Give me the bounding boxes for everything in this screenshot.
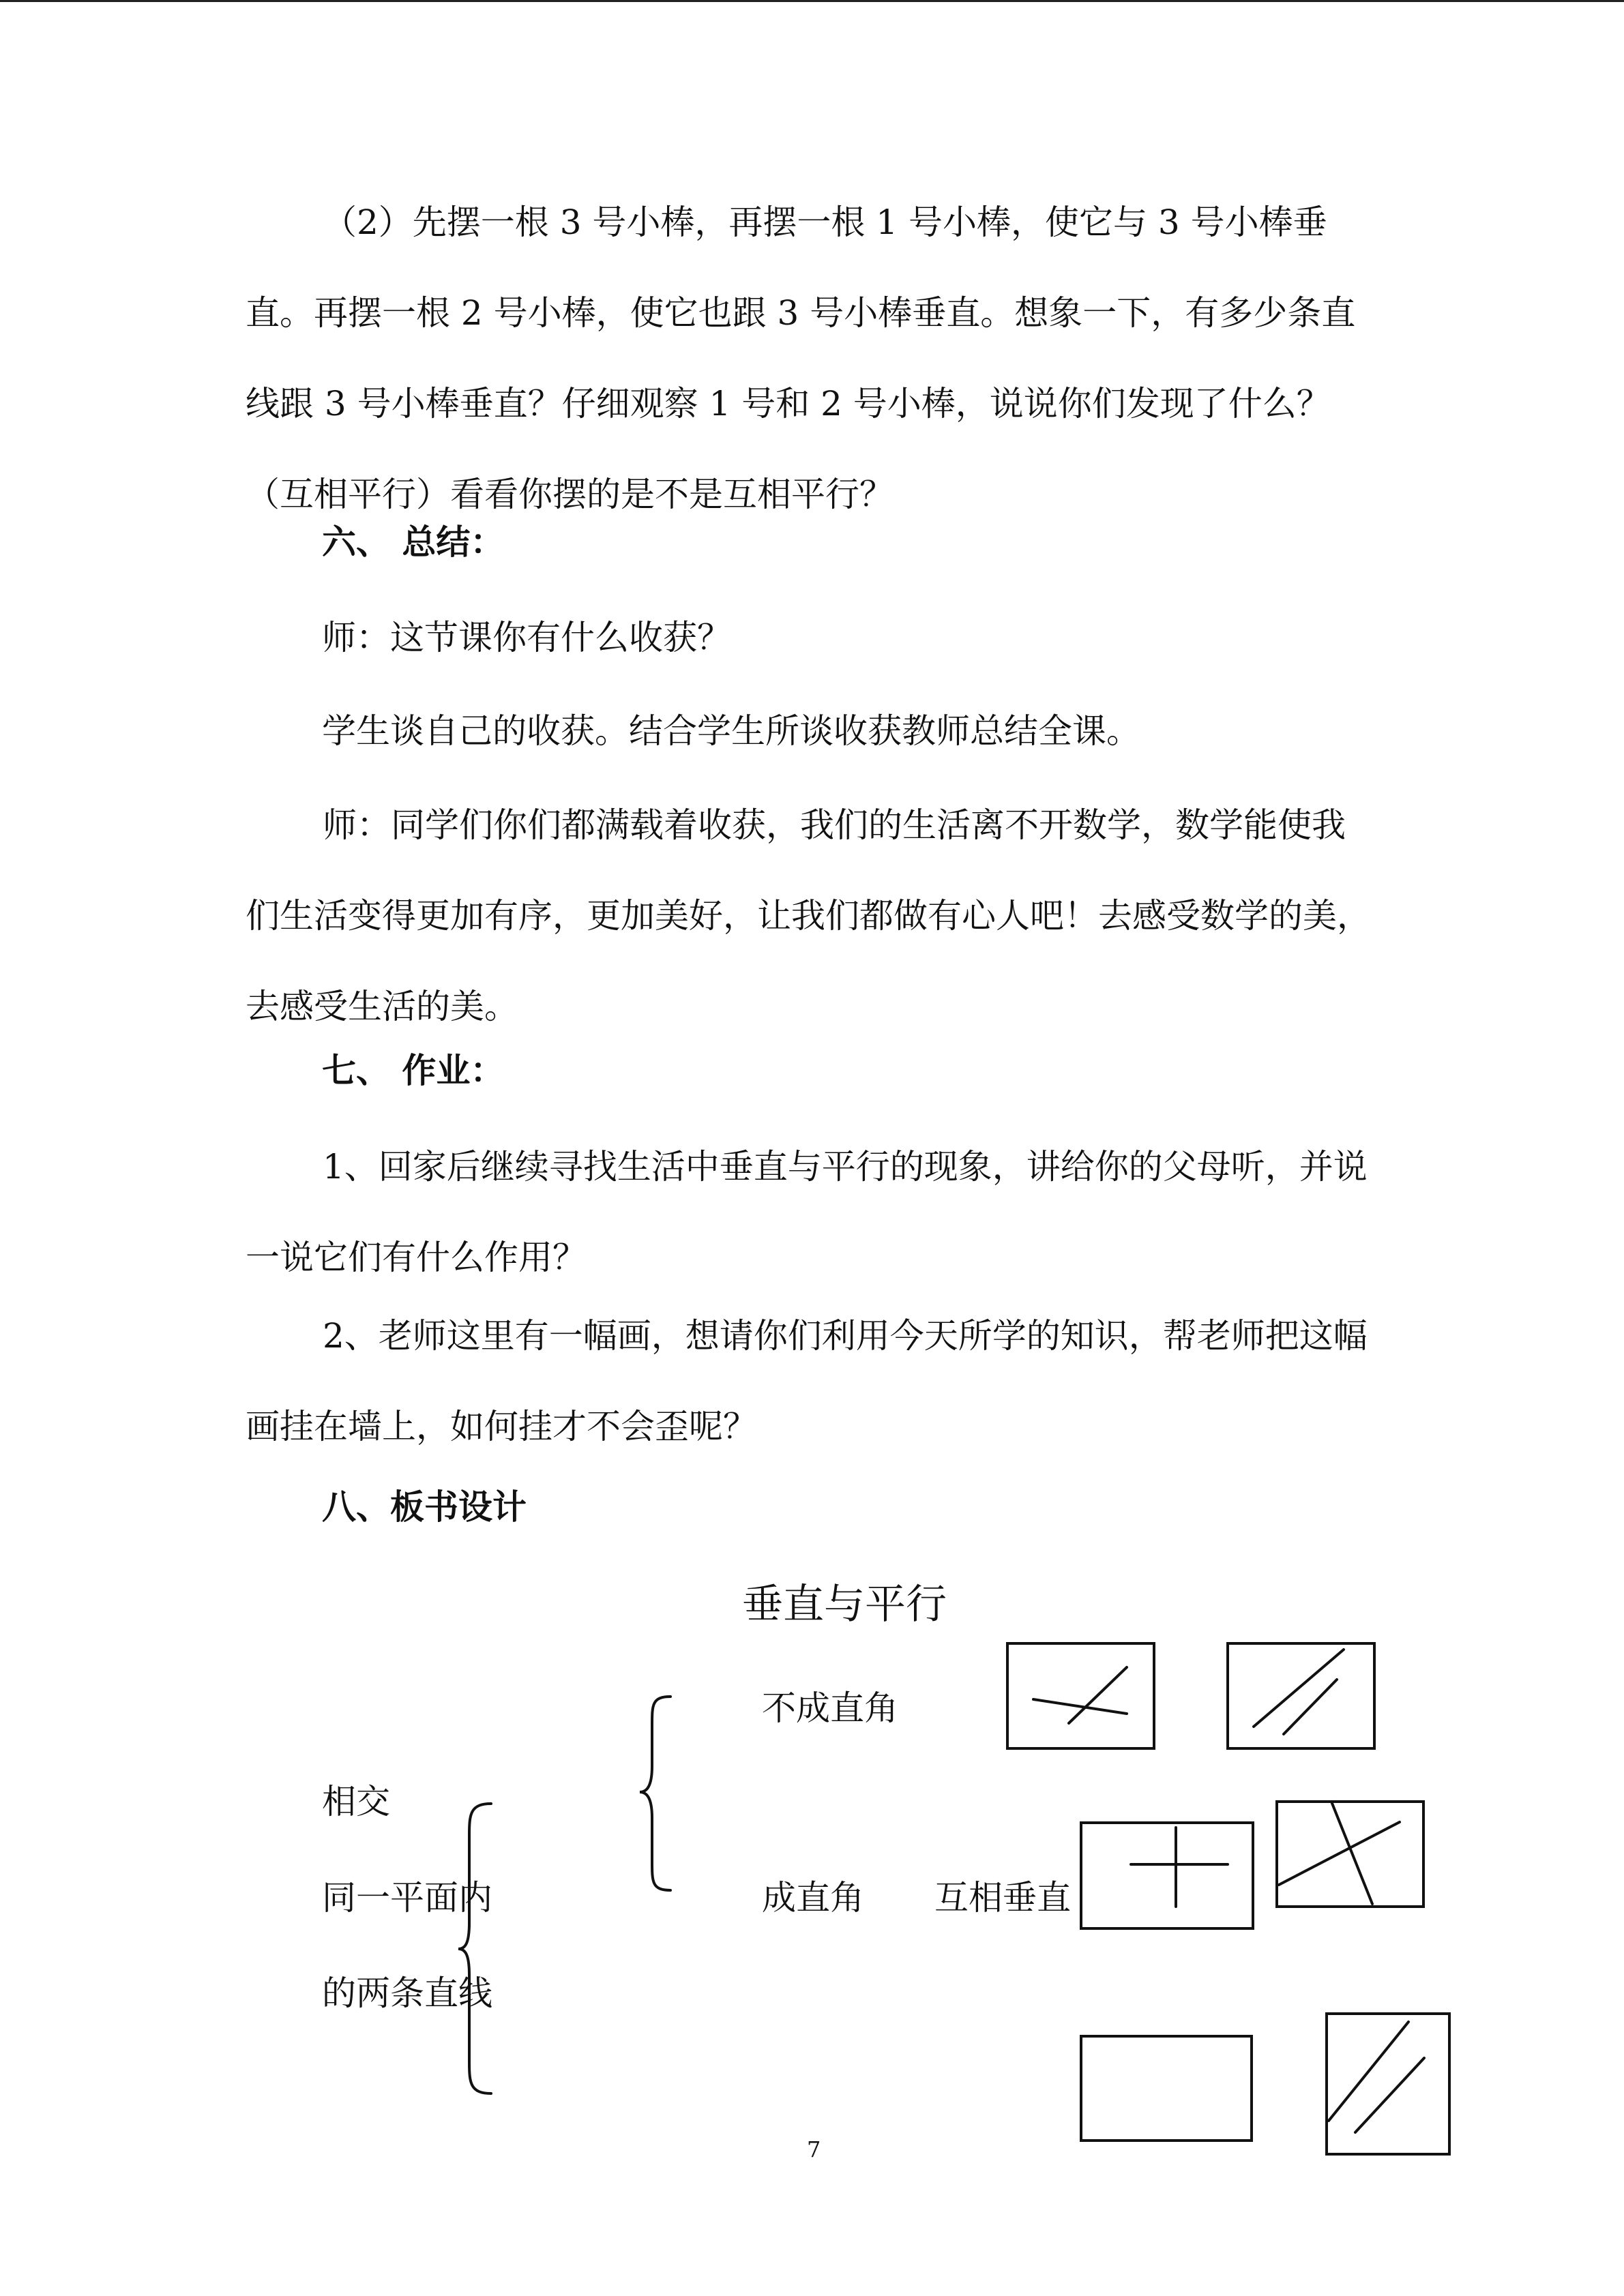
label-not-right-angle: 不成直角 <box>762 1688 898 1728</box>
homework-item-1: 1、回家后继续寻找生活中垂直与平行的现象，讲给你的父母听，并说一说它们有什么作用？ <box>246 1147 1368 1277</box>
page-number: 7 <box>807 2136 821 2162</box>
section-heading-summary: 六、 总结： <box>322 522 505 562</box>
box-parallel-lines <box>1327 2014 1449 2154</box>
label-two-lines: 的两条直线 <box>322 1973 492 2013</box>
box-crossing-lines <box>1007 1643 1154 1748</box>
teacher-question: 师：这节课你有什么收获？ <box>322 618 731 657</box>
box-slanted-lines <box>1228 1643 1374 1748</box>
student-talk: 学生谈自己的收获。结合学生所谈收获教师总结全课。 <box>322 711 1140 751</box>
brace-plane-lines <box>458 1804 491 2093</box>
box-empty <box>1081 2036 1252 2141</box>
label-intersect: 相交 <box>322 1782 390 1821</box>
section-heading-board-design: 八、板书设计 <box>322 1487 527 1527</box>
board-title: 垂直与平行 <box>742 1581 947 1628</box>
label-same-plane: 同一平面内 <box>322 1878 492 1918</box>
teacher-closing-paragraph: 师：同学们你们都满载着收获，我们的生活离不开数学，数学能使我们生活变得更加有序，更加美好，让我们都做有心人吧！去感受数学的美，去感受生活的美。 <box>246 805 1371 1026</box>
label-perpendicular: 互相垂直 <box>934 1878 1071 1918</box>
box-tilted-perpendicular <box>1277 1802 1423 1907</box>
section-heading-homework: 七、 作业： <box>322 1051 505 1090</box>
homework-item-2: 2、老师这里有一幅画，想请你们利用今天所学的知识，帮老师把这幅画挂在墙上，如何挂才不会歪呢？ <box>246 1316 1368 1446</box>
box-perpendicular-cross <box>1081 1823 1253 1928</box>
brace-intersect-types <box>640 1697 670 1890</box>
label-right-angle: 成直角 <box>762 1878 864 1918</box>
paragraph-stick-activity: （2）先摆一根 3 号小棒，再摆一根 1 号小棒，使它与 3 号小棒垂直。再摆一根 2 号小棒，使它也跟 3 号小棒垂直。想象一下，有多少条直线跟 3 号小棒垂直？仔细观察 1 号和 2 号小棒，说说你们发现了什么？（互相平行）看看你摆的是不是互相平行？ <box>246 203 1356 514</box>
